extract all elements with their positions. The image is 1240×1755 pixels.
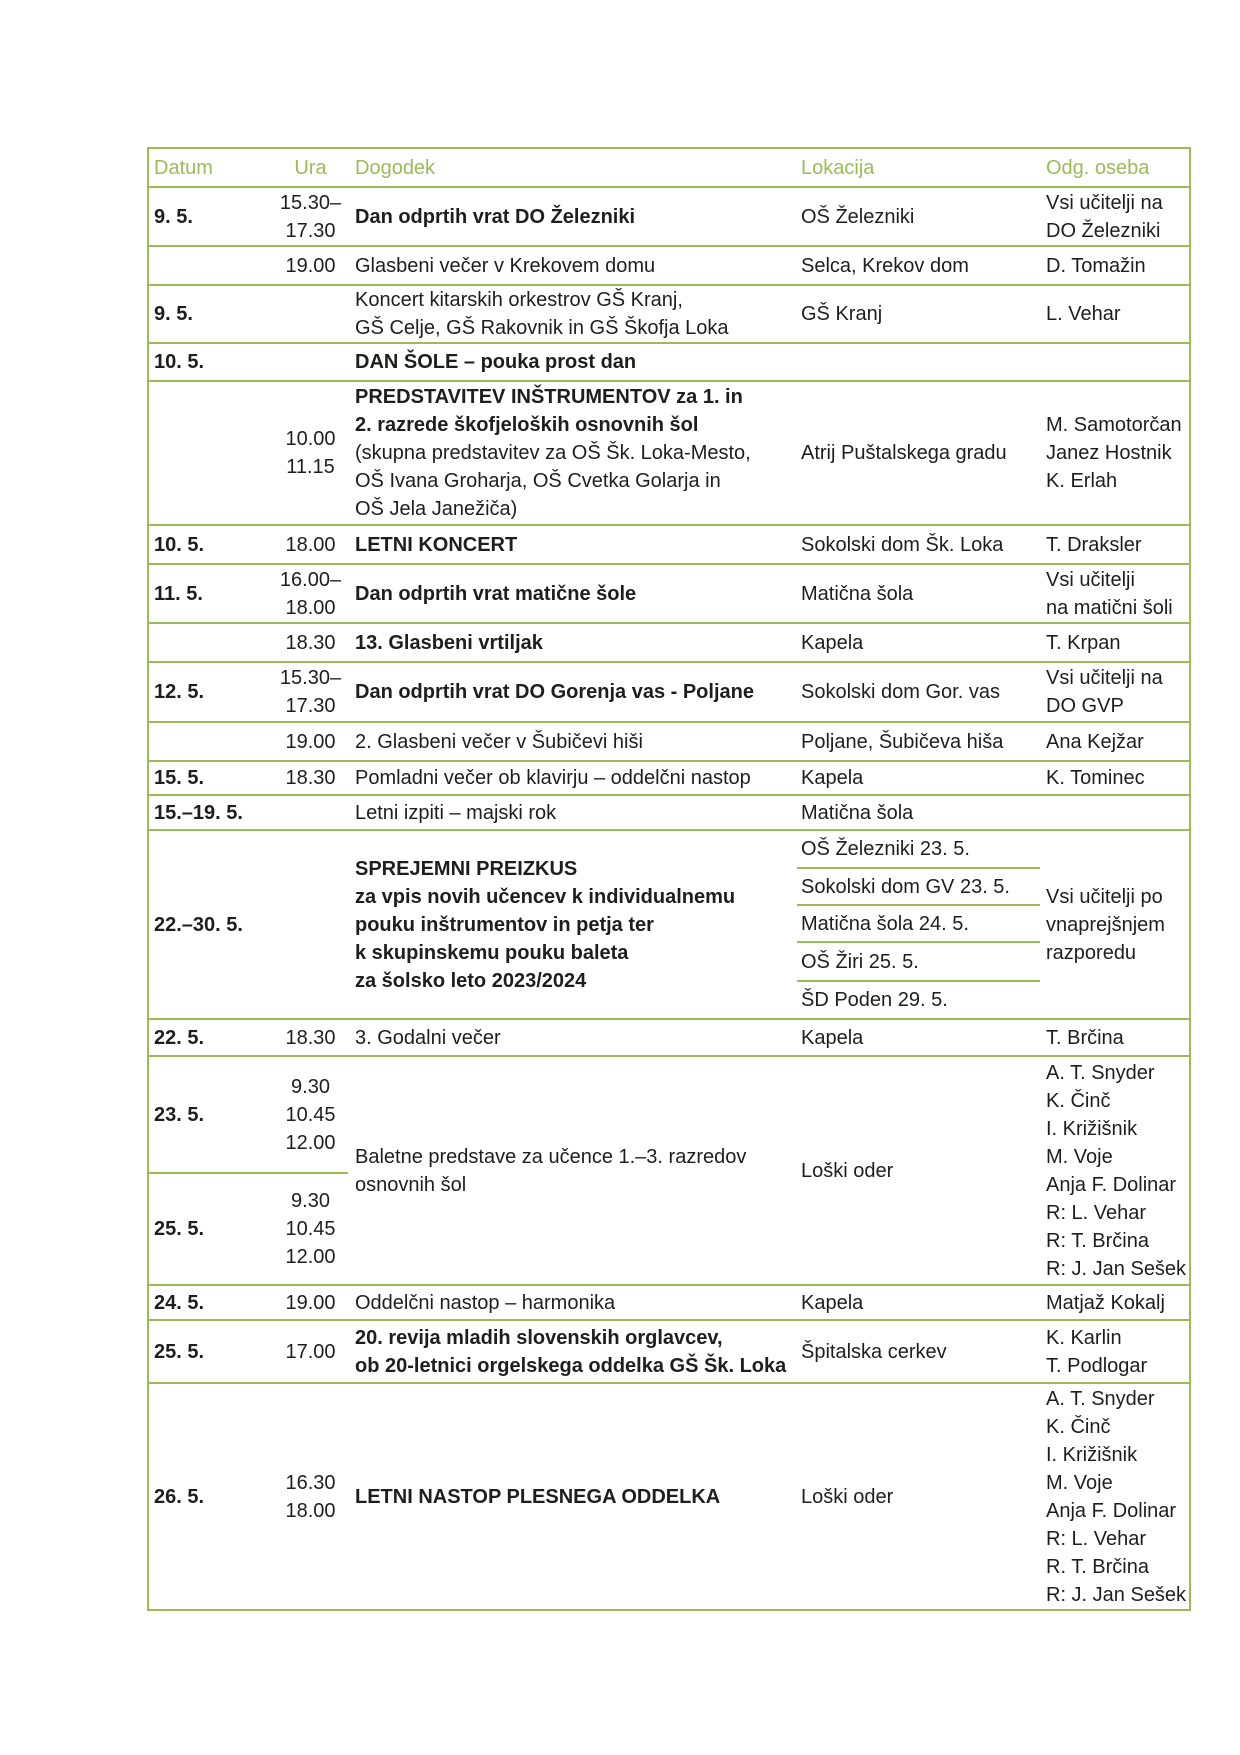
table-row	[148, 564, 1190, 623]
date-cell: 11. 5.	[148, 564, 273, 623]
header-event: Dogodek	[348, 148, 797, 187]
location-cell	[797, 1285, 1040, 1320]
location-line: Sokolski dom Šk. Loka	[801, 533, 1004, 556]
time-line: 15.30–	[279, 191, 342, 214]
time-line: 18.30	[285, 631, 336, 654]
event-line: pouku inštrumentov in petja ter	[355, 913, 654, 936]
date-cell: 10. 5.	[148, 343, 273, 381]
person-line: Anja F. Dolinar	[1046, 1173, 1177, 1196]
table-row	[148, 187, 1190, 246]
person-line: Vsi učitelji	[1046, 568, 1135, 591]
event-line: Letni izpiti – majski rok	[355, 801, 557, 824]
event-line: za vpis novih učencev k individualnemu	[355, 885, 736, 908]
location-line: Matična šola	[801, 582, 914, 605]
time-line: 16.30	[285, 1471, 336, 1494]
location-cell	[797, 1019, 1040, 1056]
time-cell	[273, 381, 348, 525]
location-line: Loški oder	[801, 1485, 894, 1508]
person-line: R: L. Vehar	[1046, 1527, 1147, 1550]
event-note-line: OŠ Ivana Groharja, OŠ Cvetka Golarja in	[355, 470, 721, 492]
person-line: R: J. Jan Sešek	[1046, 1583, 1187, 1606]
event-cell	[348, 830, 797, 1019]
date-cell: 9. 5.	[148, 285, 273, 343]
table-row	[148, 722, 1190, 761]
location-cell: Matična šola 24. 5.	[797, 905, 1040, 942]
event-cell	[348, 761, 797, 795]
table-row	[148, 381, 1190, 525]
location-line: Kapela	[801, 1026, 864, 1049]
date-cell	[148, 623, 273, 662]
date-cell: 24. 5.	[148, 1285, 273, 1320]
person-line: Vsi učitelji na	[1046, 667, 1163, 689]
person-line: T. Podlogar	[1046, 1354, 1148, 1377]
table-row	[148, 1383, 1190, 1610]
header-date: Datum	[148, 148, 273, 187]
person-line: I. Križišnik	[1046, 1117, 1138, 1140]
event-cell	[348, 623, 797, 662]
event-cell	[348, 285, 797, 343]
time-line: 19.00	[285, 254, 336, 277]
event-line: Dan odprtih vrat matične šole	[355, 582, 637, 605]
time-cell	[273, 1320, 348, 1383]
time-line: 18.00	[285, 1499, 336, 1522]
location-cell	[797, 285, 1040, 343]
event-cell	[348, 1320, 797, 1383]
time-cell	[273, 795, 348, 830]
event-cell	[348, 1285, 797, 1320]
person-line: DO GVP	[1046, 695, 1124, 717]
location-line: Selca, Krekov dom	[801, 254, 969, 277]
event-line: Baletne predstave za učence 1.–3. razredov	[355, 1145, 747, 1168]
time-line: 10.45	[285, 1218, 336, 1240]
person-line: A. T. Snyder	[1046, 1387, 1155, 1410]
event-line: Oddelčni nastop – harmonika	[355, 1291, 616, 1314]
time-line: 18.30	[285, 1026, 336, 1049]
person-line: D. Tomažin	[1046, 254, 1146, 277]
table-row	[148, 285, 1190, 343]
event-line: 20. revija mladih slovenskih orglavcev,	[355, 1326, 723, 1349]
person-cell	[1040, 187, 1190, 246]
location-cell: OŠ Žiri 25. 5.	[797, 942, 1040, 981]
event-note-line: (skupna predstavitev za OŠ Šk. Loka-Mesto,	[355, 442, 751, 464]
person-cell	[1040, 662, 1190, 722]
location-cell: Sokolski dom GV 23. 5.	[797, 868, 1040, 905]
event-cell	[348, 246, 797, 285]
table-row	[148, 795, 1190, 830]
time-line: 10.45	[285, 1103, 336, 1126]
time-cell	[273, 623, 348, 662]
date-cell: 12. 5.	[148, 662, 273, 722]
location-line: Sokolski dom Gor. vas	[801, 681, 1000, 703]
event-cell	[348, 343, 797, 381]
person-line: Vsi učitelji na	[1046, 191, 1163, 214]
location-line: Atrij Puštalskega gradu	[801, 442, 1007, 464]
person-cell	[1040, 1320, 1190, 1383]
table-row	[148, 761, 1190, 795]
person-cell	[1040, 761, 1190, 795]
date-cell	[148, 722, 273, 761]
date-cell: 26. 5.	[148, 1383, 273, 1610]
location-cell	[797, 623, 1040, 662]
person-cell	[1040, 285, 1190, 343]
person-line: razporedu	[1046, 941, 1137, 964]
person-cell	[1040, 1383, 1190, 1610]
time-cell	[273, 830, 348, 1019]
time-cell	[273, 187, 348, 246]
date-cell: 23. 5.	[148, 1056, 273, 1173]
location-line: Kapela	[801, 767, 864, 789]
location-cell	[797, 722, 1040, 761]
time-cell	[273, 1285, 348, 1320]
date-cell: 9. 5.	[148, 187, 273, 246]
event-line: Glasbeni večer v Krekovem domu	[355, 254, 656, 277]
time-line: 12.00	[285, 1131, 336, 1154]
table-row	[148, 1056, 1190, 1173]
location-cell	[797, 761, 1040, 795]
event-line: LETNI KONCERT	[355, 533, 518, 556]
date-cell: 10. 5.	[148, 525, 273, 564]
time-cell	[273, 662, 348, 722]
location-cell	[797, 795, 1040, 830]
location-line: Matična šola	[801, 801, 914, 824]
person-line: R: T. Brčina	[1046, 1229, 1149, 1252]
person-cell	[1040, 1019, 1190, 1056]
person-line: M. Voje	[1046, 1145, 1113, 1168]
time-cell	[273, 1056, 348, 1173]
event-line: 2. razrede škofjeloških osnovnih šol	[355, 414, 699, 436]
event-line: 2. Glasbeni večer v Šubičevi hiši	[355, 730, 643, 753]
person-line: DO Železniki	[1046, 219, 1161, 242]
person-line: K. Tominec	[1046, 767, 1145, 789]
event-cell	[348, 564, 797, 623]
event-line: Pomladni večer ob klavirju – oddelčni nastop	[355, 767, 751, 789]
time-line: 12.00	[285, 1246, 336, 1268]
person-cell	[1040, 795, 1190, 830]
person-line: R. T. Brčina	[1046, 1555, 1149, 1578]
location-line: Loški oder	[801, 1159, 894, 1182]
person-line: T. Brčina	[1046, 1026, 1124, 1049]
person-line: Ana Kejžar	[1046, 730, 1144, 753]
location-cell	[797, 381, 1040, 525]
table-row	[148, 525, 1190, 564]
header-time: Ura	[273, 148, 348, 187]
person-line: A. T. Snyder	[1046, 1061, 1155, 1084]
time-line: 19.00	[285, 730, 336, 753]
person-line: K. Činč	[1046, 1415, 1111, 1438]
person-line: K. Erlah	[1046, 470, 1118, 492]
person-cell	[1040, 343, 1190, 381]
event-line: PREDSTAVITEV INŠTRUMENTOV za 1. in	[355, 386, 743, 408]
time-line: 17.30	[285, 695, 336, 717]
event-line: Koncert kitarskih orkestrov GŠ Kranj,	[355, 289, 683, 311]
header-person: Odg. oseba	[1040, 148, 1190, 187]
schedule-table	[147, 147, 1191, 1611]
location-cell	[797, 187, 1040, 246]
person-cell	[1040, 564, 1190, 623]
event-line: osnovnih šol	[355, 1173, 467, 1196]
event-cell	[348, 381, 797, 525]
table-row	[148, 830, 1190, 868]
event-line: 13. Glasbeni vrtiljak	[355, 631, 543, 654]
location-cell: OŠ Železniki 23. 5.	[797, 830, 1040, 868]
person-cell	[1040, 381, 1190, 525]
time-line: 9.30	[291, 1190, 330, 1212]
event-line: DAN ŠOLE – pouka prost dan	[355, 351, 637, 373]
event-note-line: OŠ Jela Janežiča)	[355, 498, 518, 520]
event-line: SPREJEMNI PREIZKUS	[355, 857, 578, 880]
person-line: T. Krpan	[1046, 631, 1121, 654]
date-cell	[148, 246, 273, 285]
event-line: GŠ Celje, GŠ Rakovnik in GŠ Škofja Loka	[355, 317, 729, 339]
time-line: 15.30–	[279, 667, 342, 689]
time-cell	[273, 1383, 348, 1610]
time-line: 16.00–	[279, 568, 342, 591]
date-cell: 25. 5.	[148, 1320, 273, 1383]
person-line: Janez Hostnik	[1046, 442, 1172, 464]
date-cell: 25. 5.	[148, 1173, 273, 1285]
location-cell	[797, 1320, 1040, 1383]
person-line: L. Vehar	[1046, 303, 1121, 325]
person-cell	[1040, 1285, 1190, 1320]
location-cell: ŠD Poden 29. 5.	[797, 981, 1040, 1019]
person-cell	[1040, 246, 1190, 285]
table-row	[148, 1285, 1190, 1320]
person-line: M. Samotorčan	[1046, 414, 1182, 436]
date-cell: 22.–30. 5.	[148, 830, 273, 1019]
person-cell	[1040, 525, 1190, 564]
person-cell	[1040, 722, 1190, 761]
event-cell	[348, 1056, 797, 1285]
event-line: za šolsko leto 2023/2024	[355, 969, 587, 992]
time-line: 10.00	[285, 428, 336, 450]
location-line: GŠ Kranj	[801, 303, 883, 325]
location-cell	[797, 525, 1040, 564]
time-cell	[273, 246, 348, 285]
header-row	[148, 148, 1190, 187]
person-line: vnaprejšnjem	[1046, 913, 1165, 936]
location-line: Špitalska cerkev	[801, 1340, 947, 1363]
date-cell: 15. 5.	[148, 761, 273, 795]
time-cell	[273, 761, 348, 795]
location-cell	[797, 343, 1040, 381]
time-line: 11.15	[286, 456, 335, 478]
time-cell	[273, 722, 348, 761]
time-line: 17.00	[285, 1340, 336, 1363]
location-cell	[797, 1056, 1040, 1285]
time-cell	[273, 343, 348, 381]
time-cell	[273, 285, 348, 343]
location-cell	[797, 564, 1040, 623]
event-line: k skupinskemu pouku baleta	[355, 941, 629, 964]
table-row	[148, 1019, 1190, 1056]
time-cell	[273, 1173, 348, 1285]
person-line: R: J. Jan Sešek	[1046, 1257, 1187, 1280]
date-cell: 15.–19. 5.	[148, 795, 273, 830]
header-location: Lokacija	[797, 148, 1040, 187]
location-line: Kapela	[801, 631, 864, 654]
location-line: Poljane, Šubičeva hiša	[801, 730, 1004, 753]
person-line: R: L. Vehar	[1046, 1201, 1147, 1224]
time-cell	[273, 564, 348, 623]
person-line: M. Voje	[1046, 1471, 1113, 1494]
time-line: 18.30	[285, 767, 336, 789]
location-cell	[797, 662, 1040, 722]
person-cell	[1040, 830, 1190, 1019]
event-line: Dan odprtih vrat DO Železniki	[355, 205, 636, 228]
table-row	[148, 662, 1190, 722]
time-line: 17.30	[285, 219, 336, 242]
table-row	[148, 343, 1190, 381]
time-cell	[273, 525, 348, 564]
event-cell	[348, 187, 797, 246]
date-cell: 22. 5.	[148, 1019, 273, 1056]
event-cell	[348, 525, 797, 564]
location-cell	[797, 246, 1040, 285]
table-row	[148, 1320, 1190, 1383]
date-cell	[148, 381, 273, 525]
location-line: OŠ Železniki	[801, 205, 915, 228]
event-line: ob 20-letnici orgelskega oddelka GŠ Šk. Loka	[355, 1354, 787, 1377]
event-line: LETNI NASTOP PLESNEGA ODDELKA	[355, 1485, 721, 1508]
time-line: 19.00	[285, 1291, 336, 1314]
table-row	[148, 623, 1190, 662]
event-cell	[348, 662, 797, 722]
event-cell	[348, 1383, 797, 1610]
person-line: Matjaž Kokalj	[1046, 1291, 1165, 1314]
person-line: I. Križišnik	[1046, 1443, 1138, 1466]
time-cell	[273, 1019, 348, 1056]
person-line: K. Činč	[1046, 1089, 1111, 1112]
event-cell	[348, 722, 797, 761]
time-line: 18.00	[285, 596, 336, 619]
time-line: 18.00	[285, 533, 336, 556]
person-line: T. Draksler	[1046, 533, 1142, 556]
event-cell	[348, 1019, 797, 1056]
event-cell	[348, 795, 797, 830]
table-row	[148, 246, 1190, 285]
location-cell	[797, 1383, 1040, 1610]
person-line: Vsi učitelji po	[1046, 885, 1163, 908]
location-line: Kapela	[801, 1291, 864, 1314]
event-line: Dan odprtih vrat DO Gorenja vas - Poljane	[355, 681, 754, 703]
person-line: Anja F. Dolinar	[1046, 1499, 1177, 1522]
person-cell	[1040, 623, 1190, 662]
person-line: K. Karlin	[1046, 1326, 1122, 1349]
event-line: 3. Godalni večer	[355, 1026, 501, 1049]
time-line: 9.30	[291, 1075, 330, 1098]
person-line: na matični šoli	[1046, 596, 1173, 619]
person-cell	[1040, 1056, 1190, 1285]
